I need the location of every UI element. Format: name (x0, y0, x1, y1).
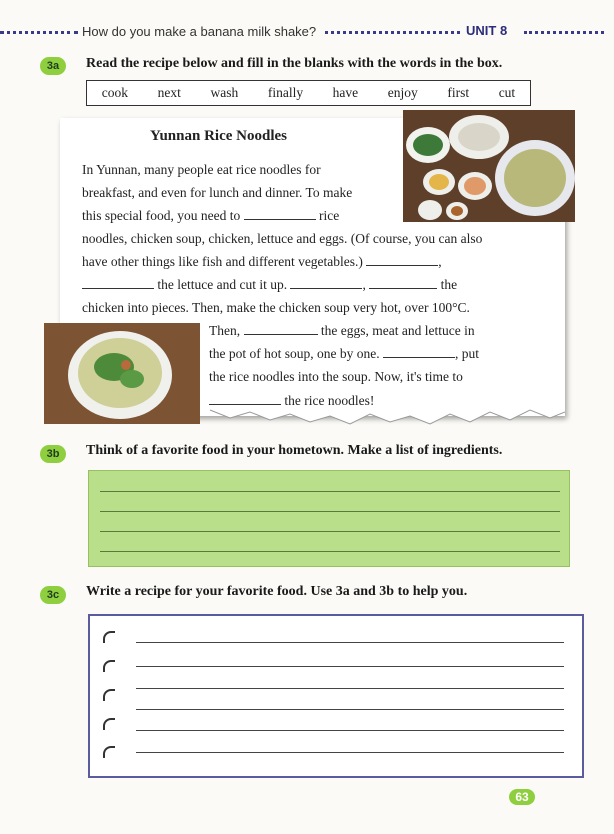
recipe-line (82, 254, 442, 270)
instruction-3a: Read the recipe below and fill in the blanks with the words in the box. (86, 56, 503, 71)
fill-blank[interactable] (290, 278, 362, 289)
header-dots-right (524, 31, 604, 34)
recipe-line: In Yunnan, many people eat rice noodles for (82, 162, 321, 177)
unit-label: UNIT 8 (466, 23, 508, 38)
noodle-bowl-photo (44, 323, 200, 424)
recipe-text: the lettuce and cut it up. (157, 277, 288, 292)
hook-mark (103, 746, 115, 758)
recipe-text: , (438, 254, 442, 269)
writing-line[interactable] (136, 642, 564, 643)
recipe-text: this special food, you need to (82, 208, 241, 223)
recipe-text: have other things like fish and different vegetables.) (82, 254, 363, 269)
fill-blank[interactable] (244, 209, 316, 220)
recipe-text: , put (454, 346, 479, 361)
ingredients-box[interactable] (88, 470, 570, 567)
page-number: 63 (509, 789, 535, 805)
ingredients-line[interactable] (100, 531, 560, 532)
hook-mark (103, 718, 115, 730)
word-box-item: have (332, 85, 359, 100)
hook-mark (103, 689, 115, 701)
word-box-item: cut (498, 85, 516, 100)
noodle-ingredients-photo (403, 110, 575, 222)
hook-mark (103, 631, 115, 643)
recipe-line (82, 277, 457, 293)
fill-blank[interactable] (82, 278, 154, 289)
recipe-text: the pot of hot soup, one by one. (209, 346, 380, 361)
recipe-line (209, 346, 479, 362)
word-box-item: next (157, 85, 181, 100)
writing-line[interactable] (136, 730, 564, 731)
word-box-item: wash (210, 85, 239, 100)
noodle-ingredients-photo-image (403, 110, 575, 222)
recipe-line: chicken into pieces. Then, make the chicken soup very hot, over 100°C. (82, 300, 470, 315)
recipe-text: , (362, 277, 366, 292)
instruction-3c: Write a recipe for your favorite food. Use 3a and 3b to help you. (86, 584, 468, 599)
writing-line[interactable] (136, 709, 564, 710)
recipe-text: rice (318, 208, 340, 223)
word-box (86, 80, 531, 106)
word-box-item: first (447, 85, 470, 100)
word-box-item: cook (101, 85, 129, 100)
recipe-line (82, 208, 339, 224)
noodle-bowl-photo-image (44, 323, 200, 424)
writing-line[interactable] (136, 752, 564, 753)
recipe-line (209, 393, 374, 409)
recipe-text: the rice noodles! (284, 393, 375, 408)
word-box-item: finally (267, 85, 304, 100)
ingredients-line[interactable] (100, 511, 560, 512)
writing-line[interactable] (136, 688, 564, 689)
fill-blank[interactable] (209, 394, 281, 405)
ingredients-line[interactable] (100, 491, 560, 492)
instruction-3b: Think of a favorite food in your hometown. Make a list of ingredients. (86, 443, 503, 458)
badge-3c: 3c (40, 586, 66, 604)
hook-mark (103, 660, 115, 672)
recipe-text: Then, (209, 323, 241, 338)
writing-line[interactable] (136, 666, 564, 667)
header-question: How do you make a banana milk shake? (82, 24, 317, 39)
recipe-line: noodles, chicken soup, chicken, lettuce and eggs. (Of course, you can also (82, 231, 483, 246)
word-box-item: enjoy (387, 85, 418, 100)
badge-3a: 3a (40, 57, 66, 75)
fill-blank[interactable] (383, 347, 455, 358)
recipe-text: the eggs, meat and lettuce in (320, 323, 475, 338)
recipe-line (209, 323, 475, 339)
header-dots-left (0, 31, 78, 34)
recipe-title: Yunnan Rice Noodles (150, 128, 287, 144)
fill-blank[interactable] (244, 324, 318, 335)
fill-blank[interactable] (366, 255, 438, 266)
recipe-line: breakfast, and even for lunch and dinner. To make (82, 185, 353, 200)
recipe-text: the (440, 277, 458, 292)
recipe-writing-box[interactable] (88, 614, 584, 778)
badge-3b: 3b (40, 445, 66, 463)
fill-blank[interactable] (369, 278, 437, 289)
header-dots-middle (325, 31, 460, 34)
page-header (0, 22, 614, 42)
ingredients-line[interactable] (100, 551, 560, 552)
recipe-line: the rice noodles into the soup. Now, it's time to (209, 369, 463, 384)
